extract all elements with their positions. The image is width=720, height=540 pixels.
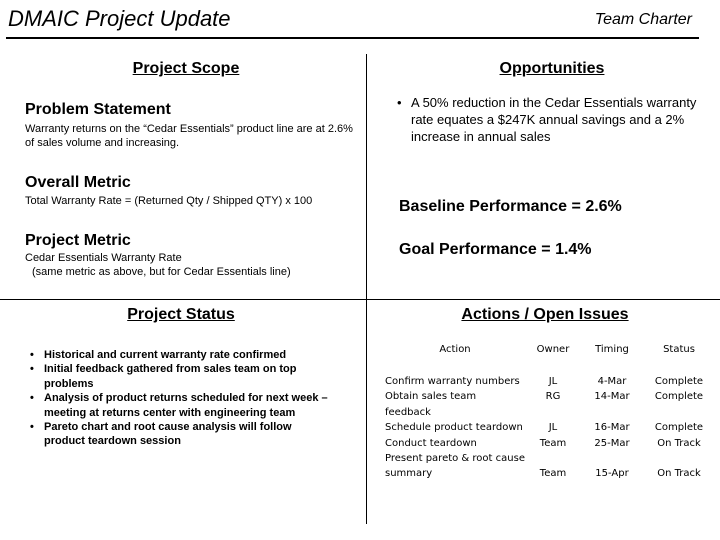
action-cell: Schedule product teardown xyxy=(385,422,523,434)
action-cell: Confirm warranty numbers xyxy=(385,376,520,387)
page-subtitle: Team Charter xyxy=(594,11,692,28)
column-header-status: Status xyxy=(663,344,695,355)
project-status-list xyxy=(30,348,330,449)
status-cell: Complete xyxy=(654,376,704,387)
horizontal-divider xyxy=(0,299,720,300)
action-cell: Obtain sales team feedback xyxy=(385,391,477,418)
problem-statement-heading: Problem Statement xyxy=(25,101,171,118)
table-header-row xyxy=(385,344,715,374)
table-row xyxy=(385,436,715,451)
overall-metric-text: Total Warranty Rate = (Returned Qty / Shipped QTY) x 100 xyxy=(25,195,313,207)
owner-cell: RG xyxy=(545,391,561,403)
status-cell: On Track xyxy=(657,437,701,449)
list-item: • Historical and current warranty rate confirmed xyxy=(30,348,330,362)
column-header-action: Action xyxy=(439,344,471,355)
overall-metric-heading: Overall Metric xyxy=(25,174,131,191)
table-row xyxy=(385,420,715,435)
project-status-heading: Project Status xyxy=(127,306,235,323)
baseline-performance: Baseline Performance = 2.6% xyxy=(399,198,622,215)
status-cell: On Track xyxy=(657,468,701,480)
column-header-owner: Owner xyxy=(536,344,570,355)
goal-performance: Goal Performance = 1.4% xyxy=(399,241,592,258)
list-item: • Initial feedback gathered from sales team on top problems xyxy=(30,362,330,391)
timing-cell: 14-Mar xyxy=(594,391,630,403)
action-cell: Present pareto & root cause summary xyxy=(385,453,525,480)
list-item: • Analysis of product returns scheduled for next week – meeting at returns center with engineering team xyxy=(30,391,330,420)
vertical-divider xyxy=(366,54,367,524)
project-metric-text: Cedar Essentials Warranty Rate xyxy=(25,252,182,264)
table-row xyxy=(385,389,715,420)
action-cell: Conduct teardown xyxy=(385,437,477,449)
actions-table xyxy=(385,344,715,482)
column-header-timing: Timing xyxy=(595,344,629,355)
header-rule xyxy=(6,37,699,39)
timing-cell: 15-Apr xyxy=(595,468,629,480)
timing-cell: 4-Mar xyxy=(597,376,627,387)
page-title: DMAIC Project Update xyxy=(8,6,231,31)
opportunities-list xyxy=(397,94,697,145)
timing-cell: 25-Mar xyxy=(594,437,630,449)
table-row xyxy=(385,451,715,482)
owner-cell: JL xyxy=(548,422,558,434)
list-item: • A 50% reduction in the Cedar Essentials warranty rate equates a $247K annual savings and a 2% increase in annual sales xyxy=(397,94,697,145)
problem-statement-text: Warranty returns on the “Cedar Essentials” product line are at 2.6% of sales volume and increasing. xyxy=(25,123,353,149)
project-metric-note: (same metric as above, but for Cedar Essentials line) xyxy=(32,266,291,278)
timing-cell: 16-Mar xyxy=(594,422,630,434)
owner-cell: Team xyxy=(539,437,567,449)
status-cell: Complete xyxy=(654,391,704,403)
project-scope-heading: Project Scope xyxy=(132,60,240,77)
project-metric-heading: Project Metric xyxy=(25,232,131,249)
opportunities-heading: Opportunities xyxy=(499,60,605,77)
owner-cell: Team xyxy=(539,468,567,480)
status-cell: Complete xyxy=(654,422,704,434)
owner-cell: JL xyxy=(548,376,558,387)
table-row xyxy=(385,374,715,389)
list-item: • Pareto chart and root cause analysis will follow product teardown session xyxy=(30,420,330,449)
actions-heading: Actions / Open Issues xyxy=(461,306,629,323)
